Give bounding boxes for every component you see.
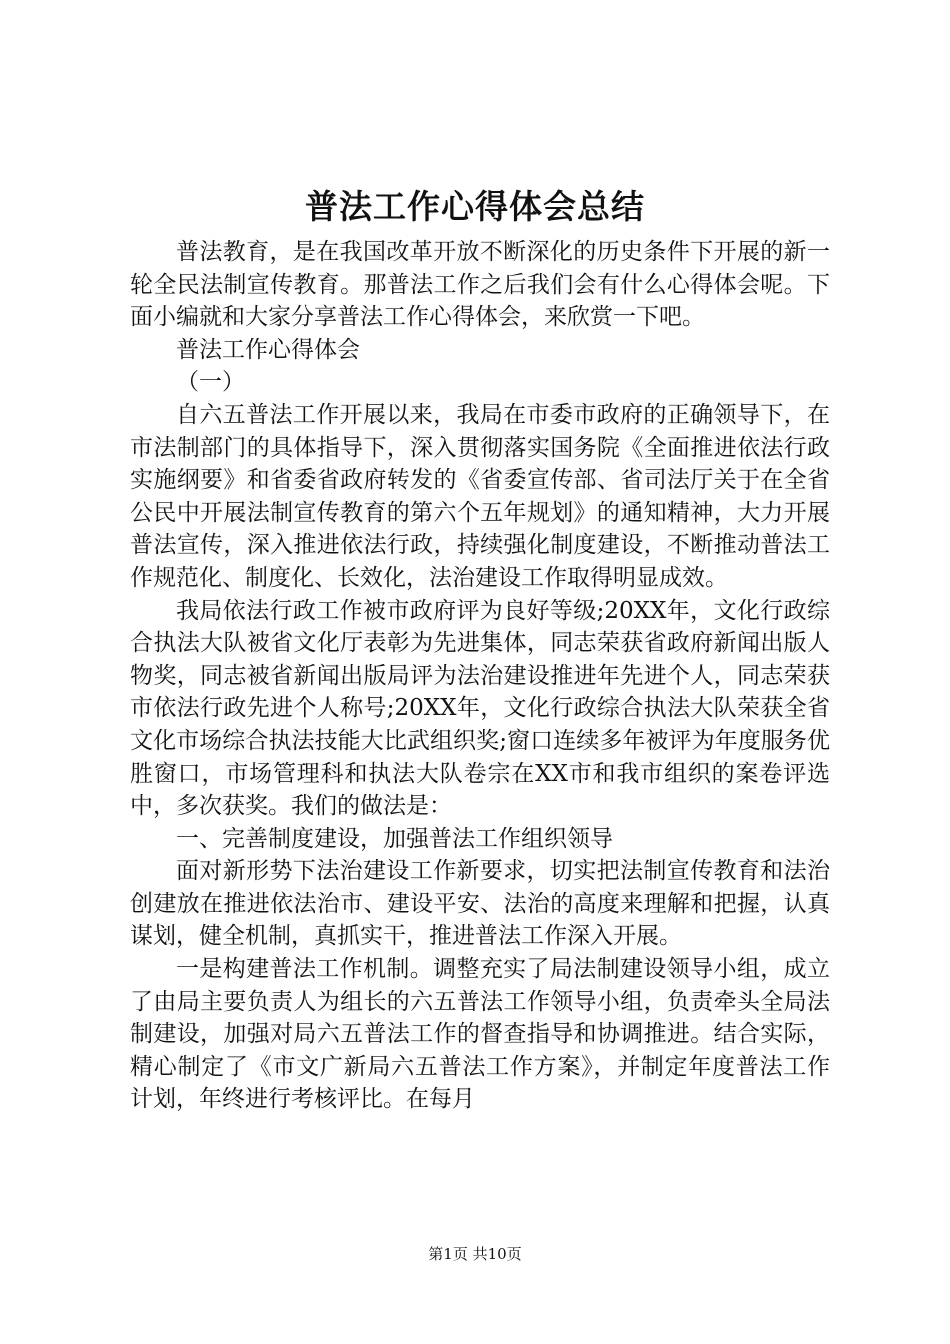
paragraph-mechanism: 一是构建普法工作机制。调整充实了局法制建设领导小组，成立了由局主要负责人为组长的六五普法工作领导小组，负责牵头全局法制建设，加强对局六五普法工作的督查指导和协调推进。结合实际，精心制定了《市文广新局六五普法工作方案》，并制定年度普法工作计划，年终进行考核评比。在每月 <box>130 956 830 1113</box>
paragraph-subheading: 普法工作心得体会 <box>176 336 360 363</box>
document-body <box>130 236 830 1116</box>
document-title: 普法工作心得体会总结 <box>305 187 645 226</box>
paragraph-section-number: （一） <box>176 369 245 396</box>
paragraph-intro: 普法教育，是在我国改革开放不断深化的历史条件下开展的新一轮全民法制宣传教育。那普法工作之后我们会有什么心得体会呢。下面小编就和大家分享普法工作心得体会，来欣赏一下吧。 <box>130 239 830 331</box>
paragraph-achievements: 我局依法行政工作被市政府评为良好等级;20XX年，文化行政综合执法大队被省文化厅表彰为先进集体，同志荣获省政府新闻出版人物奖，同志被省新闻出版局评为法治建设推进年先进个人，同志荣获市依法行政先进个人称号;20XX年，文化行政综合执法大队荣获全省文化市场综合执法技能大比武组织奖;窗口连续多年被评为年度服务优胜窗口，市场管理科和执法大队卷宗在XX市和我市组织的案卷评选中，多次获奖。我们的做法是： <box>130 597 830 820</box>
page-footer: 第1页 共10页 <box>428 1245 522 1263</box>
paragraph-overview: 自六五普法工作开展以来，我局在市委市政府的正确领导下，在市法制部门的具体指导下，深入贯彻落实国务院《全面推进依法行政实施纲要》和省委省政府转发的《省委宣传部、省司法厅关于在全省公民中开展法制宣传教育的第六个五年规划》的通知精神，大力开展普法宣传，深入推进依法行政，持续强化制度建设，不断推动普法工作规范化、制度化、长效化，法治建设工作取得明显成效。 <box>130 401 830 591</box>
paragraph-heading-one: 一、完善制度建设，加强普法工作组织领导 <box>176 825 613 852</box>
paragraph-new-requirements: 面对新形势下法治建设工作新要求，切实把法制宣传教育和法治创建放在推进依法治市、建设平安、法治的高度来理解和把握，认真谋划，健全机制，真抓实干，推进普法工作深入开展。 <box>130 858 830 950</box>
